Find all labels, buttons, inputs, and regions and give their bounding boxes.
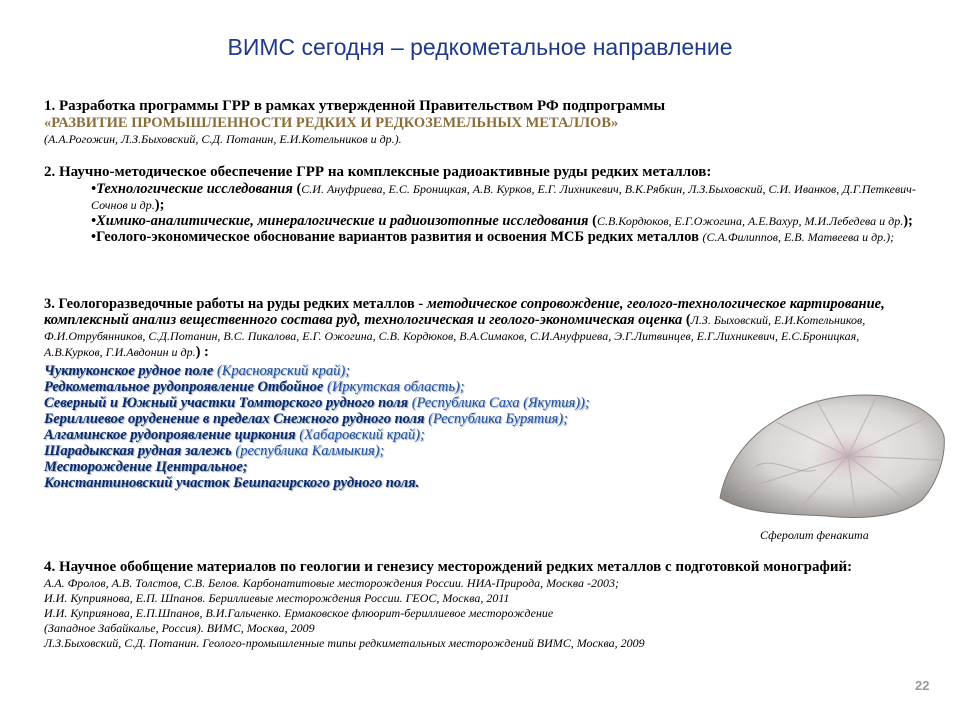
section-2	[44, 164, 924, 245]
program-name: «РАЗВИТИЕ ПРОМЫШЛЕННОСТИ РЕДКИХ И РЕДКОЗЕМЕЛЬНЫХ МЕТАЛЛОВ»	[44, 115, 619, 131]
item-authors: (С.А.Филиппов, Е.В. Матвеева и др.);	[702, 230, 895, 244]
item-title: •Химико-аналитические, минералогические и радиоизотопные исследования	[91, 213, 589, 229]
section-1-authors: (А.А.Рогожин, Л.З.Быховский, С.Д. Потанин, Е.И.Котельников и др.).	[44, 132, 402, 146]
paren: );	[154, 197, 165, 213]
deposit-region: (Иркутская область);	[323, 379, 465, 395]
paren: );	[903, 213, 913, 229]
section-2-item	[91, 213, 924, 229]
deposit-name: Месторождение Центральное;	[44, 459, 248, 475]
paren: (	[588, 213, 597, 229]
reference-item: И.И. Куприянова, Е.П. Шпанов. Бериллиевые месторождения России. ГЕОС, Москва, 2011	[44, 591, 510, 605]
page-number: 22	[915, 678, 930, 693]
section-2-item	[91, 181, 924, 213]
deposit-region: (Красноярский край);	[213, 363, 351, 379]
paren: (	[292, 181, 302, 197]
section-3-heading-italic: методическое сопровождение, геолого-технологическое картирование, комплексный анализ вещественного состава руд, технологическая и геолого-экономическая оценка	[44, 296, 885, 328]
reference-item: И.И. Куприянова, Е.П.Шпанов, В.И.Гальченко. Ермаковское флюорит-бериллиевое месторождение	[44, 606, 554, 620]
deposit-region: (Республика Бурятия);	[424, 411, 568, 427]
section-1	[44, 98, 924, 147]
deposit-item	[44, 363, 912, 379]
reference-item: Л.З.Быховский, С.Д. Потанин. Геолого-промышленные типы редкиметальных месторождений ВИМС, Москва, 2009	[44, 636, 645, 650]
section-2-heading: 2. Научно-методическое обеспечение ГРР на комплексные радиоактивные руды редких металлов:	[44, 164, 712, 180]
section-3-intro	[44, 296, 912, 360]
section-3-authors: Л.З. Быховский, Е.И.Котельников, Ф.И.Отрубянников, С.Д.Потанин, В.С. Пикалова, Е.Г. Ожогина, С.В. Кордюков, В.А.Симаков, С.И.Ануфриева, Э.Г.Литвинцев, Е.Г.Лихникевич, Е.С.Броницкая, А.В.Курков, Г.И.Авдонин и др.	[44, 313, 866, 359]
deposit-name: Чуктуконское рудное поле	[44, 363, 214, 379]
deposit-name: Алгаминское рудопроявление циркония	[44, 427, 296, 443]
reference-item: А.А. Фролов, А.В. Толстов, С.В. Белов. Карбонатитовые месторождения России. НИА-Природа, Москва -2003;	[44, 576, 620, 590]
item-authors: С.В.Кордюков, Е.Г.Ожогина, А.Е.Вахур, М.И.Лебедева и др.	[596, 214, 904, 228]
section-2-item	[91, 229, 924, 245]
deposit-name: Бериллиевое оруденение в пределах Снежного рудного поля	[44, 411, 425, 427]
section-1-heading: 1. Разработка программы ГРР в рамках утвержденной Правительством РФ подпрограммы	[44, 98, 666, 114]
deposit-name: Константиновский участок Бешпагирского рудного поля.	[44, 475, 420, 491]
deposit-region: (Республика Саха (Якутия));	[408, 395, 590, 411]
deposit-region: (республика Калмыкия);	[231, 443, 385, 459]
item-authors: С.И. Ануфриева, Е.С. Броницкая, А.В. Курков, Е.Г. Лихникевич, В.К.Рябкин, Л.З.Быховский, С.И. Иванков, Д.Г.Петкевич-Сочнов и др.	[91, 182, 916, 212]
item-title: •Геолого-экономическое обоснование вариантов развития и освоения МСБ редких металлов	[91, 229, 699, 245]
section-4	[44, 559, 924, 651]
slide-title: ВИМС сегодня – редкометальное направление	[227, 34, 733, 60]
deposit-name: Шарадыкская рудная залежь	[44, 443, 232, 459]
deposit-name: Редкометальное рудопроявление Отбойное	[44, 379, 324, 395]
phenakite-spherulite-image	[716, 386, 948, 520]
section-4-heading: 4. Научное обобщение материалов по геологии и генезису месторождений редких металлов с подготовкой монографий:	[44, 559, 853, 575]
reference-item: (Западное Забайкалье, Россия). ВИМС, Москва, 2009	[44, 621, 315, 635]
item-title: •Технологические исследования	[91, 181, 293, 197]
paren: (	[682, 312, 691, 328]
section-3-heading: 3. Геологоразведочные работы на руды редких металлов -	[44, 296, 427, 312]
paren: ) :	[195, 344, 209, 360]
deposit-region: (Хабаровский край);	[295, 427, 425, 443]
deposit-name: Северный и Южный участки Томторского рудного поля	[44, 395, 409, 411]
image-caption: Сферолит фенакита	[760, 528, 869, 542]
